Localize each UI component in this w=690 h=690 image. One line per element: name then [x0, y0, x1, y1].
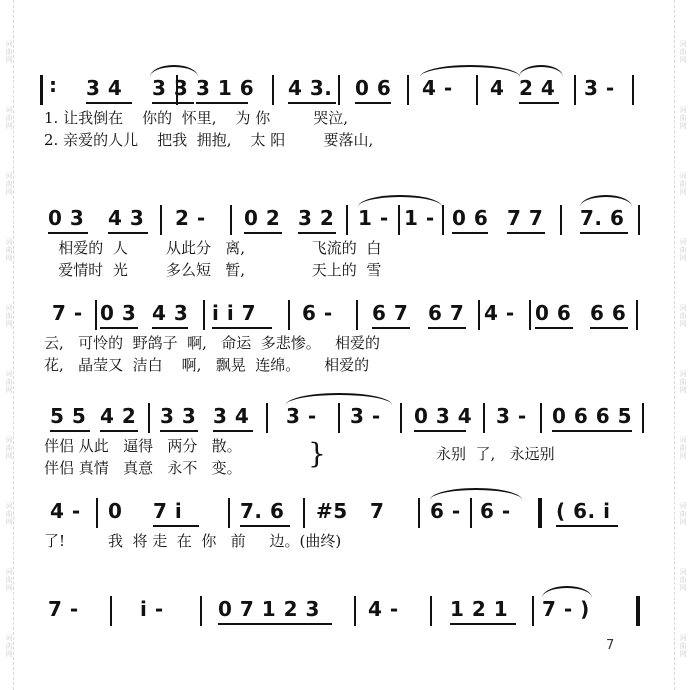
note-group: 0 — [108, 499, 123, 523]
beam-line — [414, 430, 466, 432]
note-group: 0 6 — [535, 301, 572, 325]
lyric-line-1: 了! 我 将 走 在 你 前 边。(曲终) — [44, 532, 342, 550]
bar-line — [230, 205, 232, 235]
tie-slur — [150, 65, 198, 77]
note-group: 3 4 — [213, 404, 250, 428]
bar-line — [96, 498, 98, 528]
bar-line — [338, 403, 340, 433]
beam-line — [152, 327, 188, 329]
bar-line — [442, 205, 444, 235]
bar-line — [356, 300, 358, 330]
note-group: 4 3 — [108, 206, 145, 230]
note-group: 2 - — [175, 206, 206, 230]
note-group: 4 - — [50, 499, 81, 523]
beam-line — [86, 102, 132, 104]
note-group: 3 2 — [298, 206, 335, 230]
tie-slur — [542, 586, 592, 598]
bar-line — [338, 75, 340, 105]
beam-line — [355, 102, 391, 104]
watermark-text: 词曲网 — [5, 436, 13, 460]
beam-line — [519, 102, 559, 104]
note-group: 3 - — [286, 404, 317, 428]
repeat-start-sign — [40, 75, 51, 105]
note-group: 4 3 — [152, 301, 189, 325]
bar-line — [540, 403, 542, 433]
note-group: 6 7 — [372, 301, 409, 325]
watermark-text: 词曲网 — [679, 106, 687, 130]
note-group: 4 - — [422, 76, 453, 100]
beam-line — [552, 430, 632, 432]
bar-line — [470, 498, 472, 528]
bar-line — [400, 403, 402, 433]
lyric-brace: } — [308, 437, 326, 470]
beam-line — [160, 430, 198, 432]
note-group: i - — [140, 597, 164, 621]
note-group: 4 - — [484, 301, 515, 325]
beam-line — [535, 327, 573, 329]
music-row — [0, 205, 690, 285]
beam-line — [298, 232, 336, 234]
note-group: 5 5 — [50, 404, 87, 428]
watermark-text: 词曲网 — [5, 106, 13, 130]
watermark-text: 词曲网 — [679, 436, 687, 460]
note-group: 4 2 — [100, 404, 137, 428]
beam-line — [100, 430, 138, 432]
watermark-text: 词曲网 — [679, 502, 687, 526]
note-group: 3 - — [584, 76, 615, 100]
bar-line — [642, 403, 644, 433]
note-group: 3 3 — [152, 76, 189, 100]
bar-line — [430, 596, 432, 626]
lyric-line-side: 永别 了, 永远别 — [436, 445, 555, 463]
beam-line — [580, 232, 628, 234]
bar-line — [148, 403, 150, 433]
note-group: 2 4 — [519, 76, 556, 100]
lyric-line-2: 2. 亲爱的人儿 把我 拥抱, 太 阳 要落山, — [44, 131, 374, 149]
watermark-text: 词曲网 — [5, 370, 13, 394]
bar-line — [303, 498, 305, 528]
beam-line — [244, 232, 282, 234]
note-group: 0 6 6 5 — [552, 404, 633, 428]
bar-line — [638, 205, 640, 235]
bar-line — [354, 596, 356, 626]
tie-slur — [358, 195, 442, 207]
note-group: 0 6 — [355, 76, 392, 100]
music-row — [0, 403, 690, 483]
note-group: 0 3 — [48, 206, 85, 230]
note-group: 0 7 1 2 3 — [218, 597, 320, 621]
note-group: 7 - — [48, 597, 79, 621]
bar-line — [228, 498, 230, 528]
note-group: 6 - — [302, 301, 333, 325]
note-group: 7. 6 — [580, 206, 625, 230]
note-group: ( 6. i — [556, 499, 611, 523]
bar-line — [176, 75, 178, 105]
beam-line — [212, 327, 272, 329]
watermark-text: 词曲网 — [5, 172, 13, 196]
watermark-text: 词曲网 — [679, 238, 687, 262]
music-row — [0, 75, 690, 155]
beam-line — [218, 623, 332, 625]
music-row — [0, 596, 690, 676]
beam-line — [48, 232, 88, 234]
beam-line — [288, 102, 336, 104]
bar-line — [483, 403, 485, 433]
bar-line — [398, 205, 400, 235]
bar-line — [346, 205, 348, 235]
bar-line — [110, 596, 112, 626]
note-group: 7 i — [153, 499, 183, 523]
lyric-line-2: 爱情时 光 多么短 暂, 天上的 雪 — [44, 261, 382, 279]
beam-line — [372, 327, 410, 329]
bar-line — [288, 300, 290, 330]
note-group: 6 - — [430, 499, 461, 523]
beam-line — [213, 430, 253, 432]
beam-line — [507, 232, 545, 234]
note-group: 0 3 4 — [414, 404, 473, 428]
watermark-text: 词曲网 — [5, 304, 13, 328]
tie-slur — [420, 65, 520, 77]
note-group: 7 - ) — [542, 597, 590, 621]
beam-line — [428, 327, 466, 329]
watermark-text: 词曲网 — [5, 502, 13, 526]
beam-line — [153, 525, 199, 527]
lyric-line-2: 花, 晶莹又 洁白 啊, 飘晃 连绵。 相爱的 — [44, 356, 370, 374]
bar-line — [574, 75, 576, 105]
note-group: 7. 6 — [240, 499, 285, 523]
bar-line — [200, 596, 202, 626]
music-row — [0, 300, 690, 380]
tie-slur — [580, 195, 632, 207]
note-group: 6 6 — [590, 301, 627, 325]
note-group: 1 - — [358, 206, 389, 230]
note-group: 3 1 6 — [196, 76, 255, 100]
bar-line — [560, 205, 562, 235]
note-group: 3 - — [496, 404, 527, 428]
tie-slur — [430, 488, 522, 500]
note-group: 7 7 — [507, 206, 544, 230]
page-number: 7 — [606, 638, 615, 653]
beam-line — [100, 327, 138, 329]
note-group: 7 - — [52, 301, 83, 325]
beam-line — [108, 232, 148, 234]
note-group: i i 7 — [212, 301, 257, 325]
watermark-text: 词曲网 — [679, 304, 687, 328]
beam-line — [452, 232, 488, 234]
bar-line — [95, 300, 97, 330]
watermark-text: 词曲网 — [5, 40, 13, 64]
bar-line — [418, 498, 420, 528]
watermark-text: 词曲网 — [679, 634, 687, 658]
bar-line — [407, 75, 409, 105]
beam-line — [50, 430, 90, 432]
bar-line — [266, 403, 268, 433]
note-group: 3 3 — [160, 404, 197, 428]
beam-line — [450, 623, 516, 625]
lyric-line-1: 1. 让我倒在 你的 怀里, 为 你 哭泣, — [44, 109, 348, 127]
beam-line — [590, 327, 628, 329]
watermark-text: 词曲网 — [679, 370, 687, 394]
tie-slur — [286, 393, 392, 405]
bar-line — [160, 205, 162, 235]
bar-line — [476, 75, 478, 105]
note-group: 4 3. — [288, 76, 333, 100]
note-group: 1 2 1 — [450, 597, 509, 621]
lyric-line-1: 相爱的 人 从此分 离, 飞流的 白 — [44, 239, 382, 257]
lyric-line-1: 云, 可怜的 野鸽子 啊, 命运 多悲惨。 相爱的 — [44, 334, 381, 352]
note-group: 7 — [370, 499, 385, 523]
lyric-line-2: 伴侣 真情 真意 永不 变。 — [44, 459, 242, 477]
note-group: 4 - — [368, 597, 399, 621]
note-group: 4 — [490, 76, 505, 100]
note-group: 3 4 — [86, 76, 123, 100]
note-group: #5 — [316, 499, 348, 523]
bar-line — [478, 300, 480, 330]
bar-line — [203, 300, 205, 330]
beam-line — [556, 525, 618, 527]
bar-line — [636, 596, 640, 626]
lyric-line-1: 伴侣 从此 逼得 两分 散。 — [44, 437, 242, 455]
bar-line — [529, 300, 531, 330]
beam-line — [240, 525, 290, 527]
beam-line — [196, 102, 248, 104]
watermark-text: 词曲网 — [679, 568, 687, 592]
watermark-text: 词曲网 — [679, 40, 687, 64]
watermark-text: 词曲网 — [5, 568, 13, 592]
note-group: 3 - — [350, 404, 381, 428]
note-group: 0 3 — [100, 301, 137, 325]
bar-line — [538, 498, 542, 528]
tie-slur — [519, 65, 563, 77]
watermark-text: 词曲网 — [5, 634, 13, 658]
beam-line — [152, 102, 194, 104]
note-group: 0 6 — [452, 206, 489, 230]
note-group: 6 7 — [428, 301, 465, 325]
note-group: 1 - — [404, 206, 435, 230]
note-group: 6 - — [480, 499, 511, 523]
bar-line — [532, 596, 534, 626]
watermark-text: 词曲网 — [5, 238, 13, 262]
bar-line — [632, 75, 634, 105]
watermark-text: 词曲网 — [679, 172, 687, 196]
bar-line — [272, 75, 274, 105]
bar-line — [636, 300, 638, 330]
music-row — [0, 498, 690, 578]
note-group: 0 2 — [244, 206, 281, 230]
